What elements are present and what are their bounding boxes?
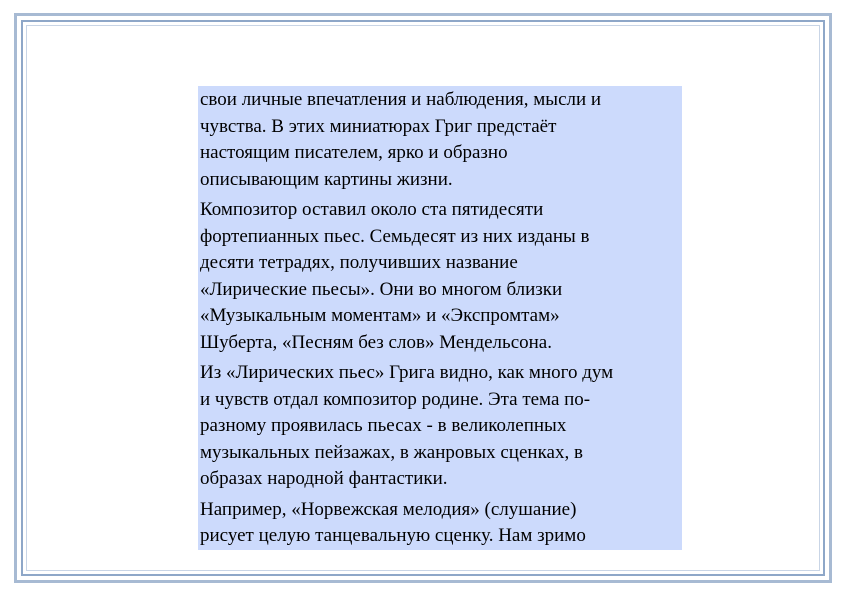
text-line: Композитор оставил около ста пятидесяти bbox=[200, 199, 544, 220]
paragraph-1 bbox=[200, 87, 680, 193]
text-line: и чувств отдал композитор родине. Эта тема по- bbox=[200, 388, 591, 410]
text-line: разному проявилась пьесах - в великолепных bbox=[200, 415, 567, 436]
text-line: описывающим картины жизни. bbox=[200, 168, 453, 190]
text-line: Например, «Норвежская мелодия» (слушание) bbox=[200, 498, 577, 520]
text-line: Из «Лирических пьес» Грига видно, как много дум bbox=[200, 362, 614, 383]
paragraph-4 bbox=[200, 497, 680, 550]
text-line: свои личные впечатления и наблюдения, мысли и bbox=[200, 89, 602, 110]
text-line: музыкальных пейзажах, в жанровых сценках, в bbox=[200, 441, 583, 463]
text-line: Шуберта, «Песням без слов» Мендельсона. bbox=[200, 331, 552, 353]
text-line: чувства. В этих миниатюрах Григ предстаёт bbox=[200, 115, 557, 137]
text-line: десяти тетрадях, получивших название bbox=[200, 252, 518, 273]
text-line: образах народной фантастики. bbox=[200, 468, 448, 489]
slide-text-box bbox=[198, 86, 682, 550]
text-line: «Музыкальным моментам» и «Экспромтам» bbox=[200, 305, 560, 326]
text-line: фортепианных пьес. Семьдесят из них изданы в bbox=[200, 225, 590, 247]
paragraph-3 bbox=[200, 360, 680, 493]
text-line: «Лирические пьесы». Они во многом близки bbox=[200, 278, 563, 300]
text-line: настоящим писателем, ярко и образно bbox=[200, 142, 508, 163]
paragraph-2 bbox=[200, 197, 680, 356]
text-line: рисует целую танцевальную сценку. Нам зримо bbox=[200, 525, 586, 546]
